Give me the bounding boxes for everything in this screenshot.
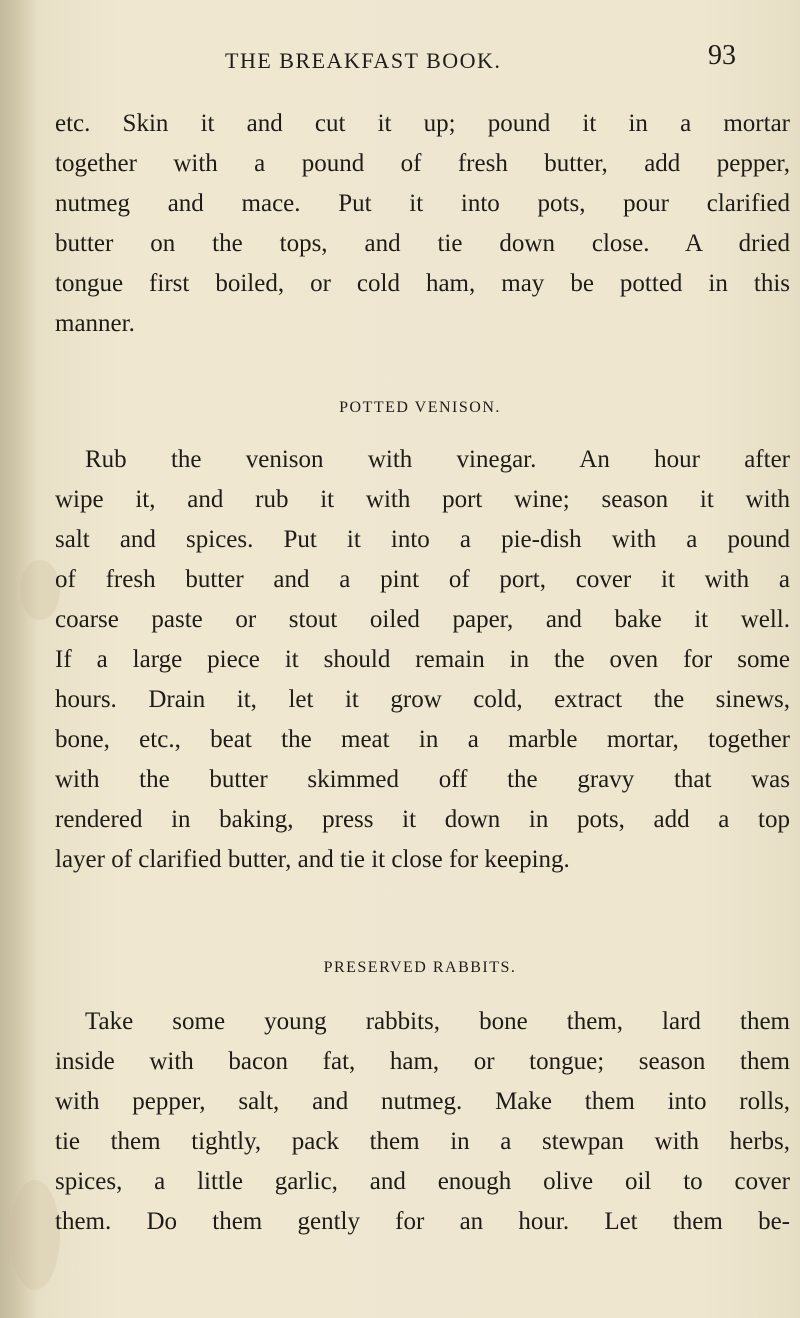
text-line: wipe it, and rub it with port wine; season it with — [55, 486, 790, 513]
text-line: inside with bacon fat, ham, or tongue; season them — [55, 1048, 790, 1075]
text-line: spices, a little garlic, and enough olive oil to cover — [55, 1168, 790, 1195]
venison-paragraph — [55, 440, 790, 880]
page-header — [0, 36, 800, 84]
running-title: THE BREAKFAST BOOK. — [225, 48, 502, 73]
text-line: of fresh butter and a pint of port, cover it with a — [55, 566, 790, 593]
paper-stain — [20, 560, 60, 620]
text-line: layer of clarified butter, and tie it close for keeping. — [55, 846, 570, 873]
text-line: butter on the tops, and tie down close. A dried — [55, 230, 790, 257]
text-line: rendered in baking, press it down in pots, add a top — [55, 806, 790, 833]
page-edge-shadow — [0, 0, 38, 1318]
section-heading-preserved-rabbits: PRESERVED RABBITS. — [323, 959, 517, 976]
text-line: salt and spices. Put it into a pie-dish with a pound — [55, 526, 790, 553]
text-line: with pepper, salt, and nutmeg. Make them into rolls, — [55, 1088, 790, 1115]
text-line: together with a pound of fresh butter, add pepper, — [55, 150, 790, 177]
text-line: tie them tightly, pack them in a stewpan with herbs, — [55, 1128, 790, 1155]
text-line: bone, etc., beat the meat in a marble mortar, together — [55, 726, 790, 753]
rabbits-paragraph — [55, 1002, 790, 1242]
text-line: Rub the venison with vinegar. An hour after — [85, 446, 790, 473]
text-line: with the butter skimmed off the gravy that was — [55, 766, 790, 793]
text-line: Take some young rabbits, bone them, lard them — [85, 1008, 790, 1035]
text-line: If a large piece it should remain in the oven for some — [55, 646, 790, 673]
paper-stain — [10, 1180, 60, 1290]
section-heading-potted-venison: POTTED VENISON. — [339, 399, 501, 416]
text-line: tongue first boiled, or cold ham, may be potted in this — [55, 270, 790, 297]
text-line: etc. Skin it and cut it up; pound it in a mortar — [55, 110, 790, 137]
text-line: them. Do them gently for an hour. Let them be- — [55, 1208, 790, 1235]
text-line: nutmeg and mace. Put it into pots, pour clarified — [55, 190, 790, 217]
intro-paragraph — [55, 104, 790, 344]
page-number: 93 — [708, 40, 736, 71]
text-line: hours. Drain it, let it grow cold, extract the sinews, — [55, 686, 790, 713]
text-line: manner. — [55, 310, 135, 337]
text-line: coarse paste or stout oiled paper, and bake it well. — [55, 606, 790, 633]
